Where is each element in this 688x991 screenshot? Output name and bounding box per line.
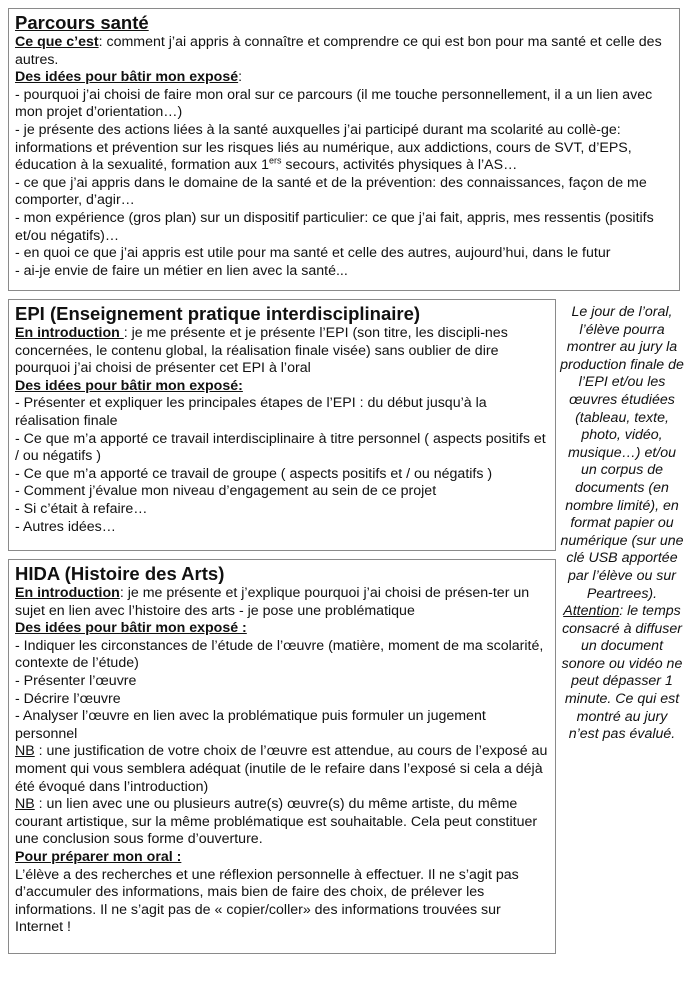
list-item: - mon expérience (gros plan) sur un dispositif particulier: ce que j’ai fait, appris, mes ressentis (positifs et/ou négatifs)…: [15, 209, 654, 244]
side-note-text: Le jour de l’oral, l’élève pourra montrer au jury la production finale de l’EPI et/ou les œuvres étudiées (tableau, texte, photo, vidéo, musique…) et/ou un corpus de documents (en nombre limité), en format papier ou numérique (sur une clé USB apportée par l’élève ou sur Peartrees).: [560, 304, 684, 602]
prep-label: Pour préparer mon oral :: [15, 848, 182, 865]
nb-note: [15, 796, 549, 849]
prep-text: L’élève a des recherches et une réflexion personnelle à effectuer. Il ne s’agit pas d’accumuler des informations, mais bien de faire des choix, de prélever les informations. Il ne s’agit pas de « copier/coller» des informations trouvées sur Internet !: [15, 866, 519, 936]
ideas-colon: :: [238, 69, 243, 86]
nb-text: : une justification de votre choix de l’œuvre est attendue, au cours de l’exposé au moment qui vous semblera adéquat (inutile de le refaire dans l’exposé si cela a déjà été évoqué dans l’introduction): [15, 743, 548, 795]
list-item: - Autres idées…: [15, 518, 116, 535]
epi-section: [8, 299, 556, 551]
list-item: - en quoi ce que j’ai appris est utile pour ma santé et celle des autres, aujourd’hui, dans le futur: [15, 245, 611, 262]
intro-label: En introduction: [15, 585, 120, 601]
list-item: - Ce que m’a apporté ce travail de groupe ( aspects positifs et / ou négatifs ): [15, 465, 493, 482]
intro-paragraph: [15, 325, 549, 378]
list-item: [15, 122, 673, 175]
intro-text: : comment j’ai appris à connaître et comprendre ce qui est bon pour ma santé et celle des autres.: [15, 34, 662, 68]
ideas-label: Des idées pour bâtir mon exposé: [15, 69, 239, 86]
intro-paragraph: [15, 34, 673, 69]
list-item: - pourquoi j’ai choisi de faire mon oral sur ce parcours (il me touche personnellement, il a un lien avec mon projet d’orientation…): [15, 86, 653, 121]
side-note: [560, 304, 684, 744]
list-item-tail: secours, activités physiques à l’AS…: [281, 157, 518, 174]
nb-label: NB: [15, 743, 35, 760]
list-item: - Indiquer les circonstances de l’étude de l’œuvre (matière, moment de ma scolarité, contexte de l’étude): [15, 637, 544, 672]
nb-note: [15, 743, 549, 796]
section-title: EPI (Enseignement pratique interdisciplinaire): [15, 303, 421, 324]
list-item: - Si c’était à refaire…: [15, 500, 148, 517]
parcours-sante-section: [8, 8, 680, 291]
ideas-heading: [15, 69, 673, 87]
nb-label: NB: [15, 796, 35, 813]
side-note-text-2: : le temps consacré à diffuser un document sonore ou vidéo ne peut dépasser 1 minute. Ce qui est montré au jury n’est pas évalué.: [561, 603, 683, 743]
hida-section: [8, 559, 556, 954]
list-item: - Ce que m’a apporté ce travail interdisciplinaire à titre personnel ( aspects positifs et / ou négatifs ): [15, 430, 546, 465]
list-item: - ce que j’ai appris dans le domaine de la santé et de la prévention: des connaissances, façon de me comporter, d’agir…: [15, 174, 647, 209]
intro-label: En introduction: [15, 325, 124, 341]
list-item-text: - je présente des actions liées à la santé auxquelles j’ai participé durant ma scolarité au collè-ge: informations et prévention sur les risques liés au numérique, aux addictions, cours de SVT, d’EPS, éducation à la sexualité, formation aux 1: [15, 121, 632, 174]
intro-text: : je me présente et j’explique pourquoi j’ai choisi de présen-ter un sujet en lien avec l’histoire des arts - je pose une problématique: [15, 585, 530, 619]
list-item: - Présenter et expliquer les principales étapes de l’EPI : du début jusqu’à la réalisation finale: [15, 395, 487, 429]
list-item: - ai-je envie de faire un métier en lien avec la santé...: [15, 262, 348, 279]
intro-label: Ce que c’est: [15, 34, 99, 50]
superscript: ers: [268, 155, 282, 166]
list-item: - Présenter l’œuvre: [15, 672, 137, 689]
intro-text: : je me présente et je présente l’EPI (son titre, les discipli-nes concernées, le contenu global, la réalisation finale visée) sans oublier de dire pourquoi j’ai choisi de présenter cet EPI à l’oral: [15, 325, 508, 377]
attention-label: Attention: [563, 603, 620, 620]
nb-text: : un lien avec une ou plusieurs autre(s) œuvre(s) du même artiste, du même courant artistique, sur la même problématique est souhaitable. Cela peut constituer une conclusion sous forme d’ouverture.: [15, 796, 538, 848]
section-title: HIDA (Histoire des Arts): [15, 563, 225, 584]
section-title: Parcours santé: [15, 12, 149, 33]
list-item: - Comment j’évalue mon niveau d’engagement au sein de ce projet: [15, 483, 437, 500]
ideas-label: Des idées pour bâtir mon exposé:: [15, 377, 243, 394]
list-item: - Décrire l’œuvre: [15, 690, 121, 707]
intro-paragraph: [15, 585, 549, 620]
list-item: - Analyser l’œuvre en lien avec la problématique puis formuler un jugement personnel: [15, 708, 486, 742]
ideas-label: Des idées pour bâtir mon exposé :: [15, 620, 247, 637]
